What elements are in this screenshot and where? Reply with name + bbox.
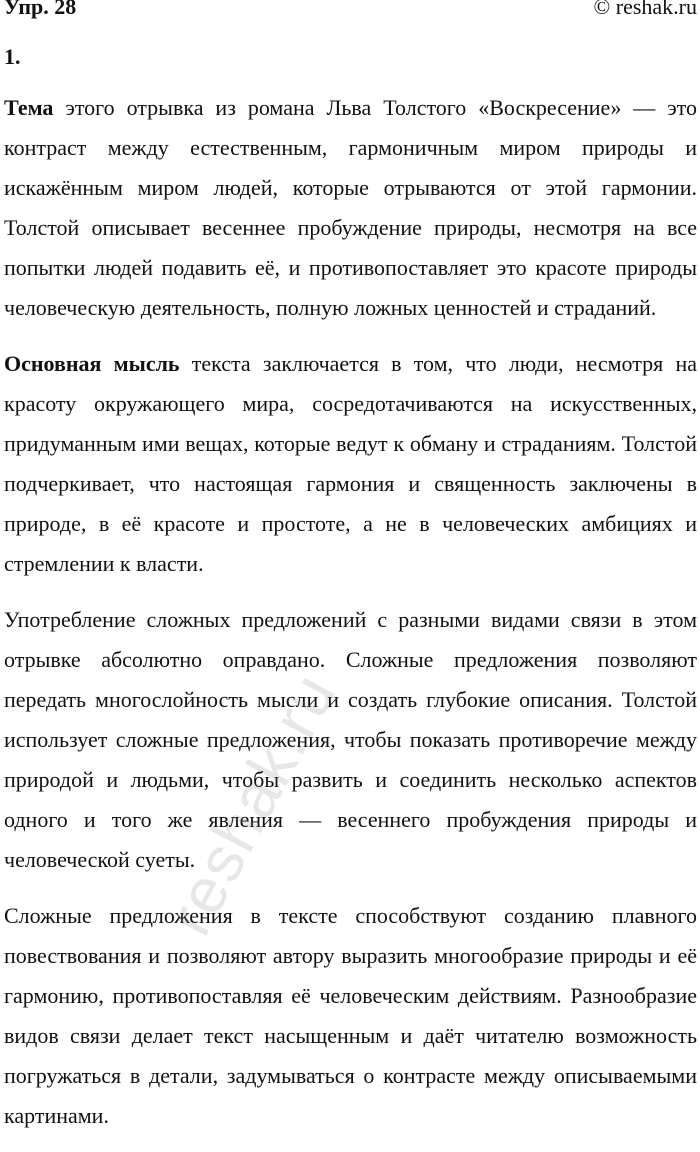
answer-text [4, 88, 697, 1152]
exercise-title: Упр. 28 [4, 0, 77, 19]
task-number: 1. [4, 44, 21, 69]
main-idea-text: текста заключается в том, что люди, несмотря на красоту окружающего мира, сосредотачиваются на искусственных, придуманным ими вещах, которые ведут к обману и страданиям. Толстой подчеркивает, что настоящая гармония и священность заключены в природе, в её красоте и простоте, а не в человеческих амбициях и стремлении к власти. [4, 351, 697, 576]
theme-text: этого отрывка из романа Льва Толстого «Воскресение» — это контраст между естественным, гармоничным миром природы и искажённым миром людей, которые отрываются от этой гармонии. Толстой описывает весеннее пробуждение природы, несмотря на все попытки людей подавить её, и противопоставляет это красоте природы человеческую деятельность, полную ложных ценностей и страданий. [4, 95, 697, 320]
conclusion-text: Сложные предложения в тексте способствуют созданию плавного повествования и позволяют автору выразить многообразие природы и её гармонию, противопоставляя её человеческим действиям. Разнообразие видов связи делает текст насыщенным и даёт читателю возможность погружаться в детали, задумываться о контрасте между описываемыми картинами. [4, 903, 697, 1128]
source-copyright: © reshak.ru [593, 0, 697, 19]
theme-label: Тема [4, 95, 54, 120]
paragraph-complex-sentences [4, 600, 697, 880]
header [4, 0, 697, 26]
watermark: reshak.ru [152, 661, 351, 947]
main-idea-label: Основная мысль [4, 351, 180, 376]
paragraph-theme [4, 88, 697, 328]
complex-sentences-text: Употребление сложных предложений с разными видами связи в этом отрывке абсолютно оправдано. Сложные предложения позволяют передать многослойность мысли и создать глубокие описания. Толстой использует сложные предложения, чтобы показать противоречие между природой и людьми, чтобы развить и соединить несколько аспектов одного и того же явления — весеннего пробуждения природы и человеческой суеты. [4, 607, 697, 872]
paragraph-conclusion [4, 896, 697, 1136]
paragraph-main-idea [4, 344, 697, 584]
